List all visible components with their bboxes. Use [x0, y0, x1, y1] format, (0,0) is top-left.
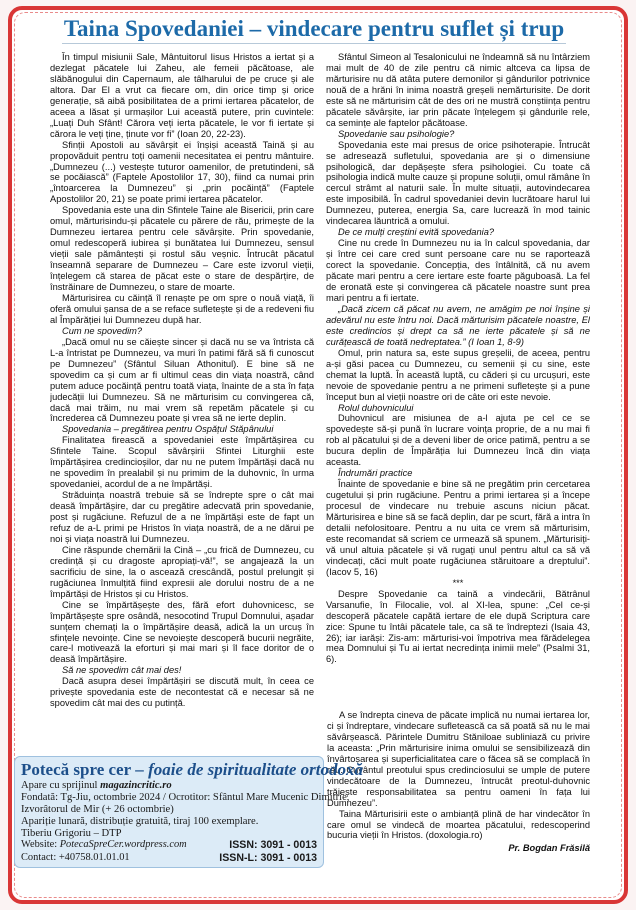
section-heading: Spovedania – pregătirea pentru Ospățul Stăpânului	[62, 424, 274, 435]
masthead-footer	[21, 839, 317, 864]
paragraph: Despre Spovedanie ca taină a vindecării, Bătrânul Varsanufie, în Filocalie, vol. al XI-lea, spune: „Cel ce-și descoperă păcatele capătă iertare de ele după Scriptura care zice: Spune tu întâi păcatele tale, ca să te îndreptezi (Isaia 43, 26); iar iarăși: Zis-am: mărturisi-voi împotriva mea fărădelegea mea Domnului și Tu ai iertat necredința inimii mele” (Psalmi 31, 6).	[326, 588, 590, 665]
paragraph: Mărturisirea cu căință îl renaște pe om spre o nouă viață, îi oferă omului șansa de a se reface sufletește și de a redeveni fiu al Împărăției lui Dumnezeu după har.	[50, 292, 314, 325]
separator: ***	[452, 577, 464, 588]
section-heading: Îndrumări practice	[338, 468, 413, 479]
section-heading: De ce mulți creștini evită spovedania?	[338, 227, 495, 238]
website-label: Website:	[21, 839, 60, 850]
support-prefix: Apare cu sprijinul	[21, 780, 101, 791]
paragraph: Omul, prin natura sa, este supus greșelii, de aceea, pentru a-și găsi pacea cu Dumnezeu, cu semenii și cu sine, este chemat la luptă. În această luptă, cu căderi și cu urcușuri, este nevoie de spovedanie pentru a ne primeni sufletește și a pune început bun al vieții noastre ori de câte ori este nevoie.	[326, 347, 590, 402]
paragraph: Cine nu crede în Dumnezeu nu ia în calcul spovedania, dar și între cei care cred sunt persoane care nu se raportează corect la spovedanie. Concepția, des întâlnită, că nu avem păcate mari pentru a cere iertare este foarte păguboasă. La fel de eronată este și convingerea că păcatele noastre sunt prea mari pentru a fi iertate.	[326, 238, 590, 303]
article-continuation	[327, 710, 590, 870]
issn: ISSN: 3091 - 0013	[229, 839, 317, 851]
paragraph: Duhovnicul are misiunea de a-l ajuta pe cel ce se spovedește să-și pună în lucrare voința proprie, de a nu mai fi rob al păcatului și de a deveni liber de orice patimă, pentru a se bucura deplin de Împărăția lui Dumnezeu încă din viața aceasta.	[326, 413, 590, 468]
masthead-title	[21, 760, 363, 780]
masthead-distribution: Apariție lunară, distribuție gratuită, tiraj 100 exemplare.	[21, 816, 259, 827]
article-title: Taina Spovedaniei – vindecare pentru suflet și trup	[62, 14, 566, 44]
paragraph: Taina Mărturisirii este o ambianță plină de har vindecător în care omul se vindecă de moartea păcatului, redescoperind bucuria vieții în Hristos. (doxologia.ro)	[327, 808, 590, 841]
paragraph: Cine se împărtășește des, fără efort duhovnicesc, se împărtășește spre osândă, nesocotind Trupul Domnului, așadar sunțem chemați la o împărtășire deasă, adică la un urcuș în sfințele nevoințe. Cine se nevoiește descoperă bucurii negrăite, care-l motivează la eforturi și mai mari și îl face doritor de o deasă împărtășire.	[50, 599, 314, 665]
issn-l: ISSN-L: 3091 - 0013	[219, 851, 317, 864]
paragraph: Spovedania este una din Sfintele Taine ale Bisericii, prin care omul, mărturisindu-și păcatele cu părere de rău, primește de la Dumnezeu iertarea pentru cele săvârșite. Prin spovedanie, omul redescoperă iubirea și bunătatea lui Dumnezeu, sensul vieții sale pământești și rostul său veșnic. Întrucât păcatul înseamnă separare de Dumnezeu – Care este izvorul vieții, înțelegem că starea de păcat este o stare de despărțire, de înstrăinare de Dumnezeu, o stare de moarte.	[50, 205, 314, 293]
paragraph: Cine răspunde chemării la Cină – „cu frică de Dumnezeu, cu credință și cu dragoste apropiați-vă!”, se angajează la un sacrificiu de sine, la o ascează crescândă, postul prelungit și rugăciunea înmulțită fiind expresii ale dorului nostru de a ne împărtăși de Hristos și cu Hristos.	[50, 544, 314, 599]
paragraph: Sfântul Simeon al Tesalonicului ne îndeamnă să nu întârziem mai mult de 40 de zile pentru că nimic altceva ca lipsa de mărturisire nu dă atâta putere demonilor și gândurilor potrivnice nouă de a hrăni în inima noastră greșeli nemărturisite. De dorit este să ne mărturisim cât de des ori ne mustră conștiința pentru păcatele săvârșite, iar prin păcate înțelegem și gândurile rele, ca semințe ale faptelor păcătoase.	[326, 52, 590, 128]
publication-name: Potecă spre cer	[21, 760, 132, 779]
paragraph: Spovedania este mai presus de orice psihoterapie. Întrucât se adresează sufletului, spovedania are și o dimensiune psihologică, dar depășește sfera psihologiei. Cu toate că psihologia indică multe cauze și propune soluții, omul rămâne în cercul strâmt al naturii sale. În multe situații, autovindecarea este imposibilă. În cadrul spovedaniei devin lucrătoare harul lui Dumnezeu, puterea, energia Sa, care lucrează în mod tainic vindecarea lăuntrică a omului.	[326, 139, 590, 227]
paragraph: În timpul misiunii Sale, Mântuitorul Iisus Hristos a iertat și a dezlegat păcatele lui Zaheu, ale femeii păcătoase, ale slăbănogului din Capernaum, ale tâlharului de pe cruce și ale altora. Dar El a vrut ca fiecare om, din orice timp și orice generație, să aibă posibilitatea de a primi iertarea păcatelor, de aceea a lăsat și urmașilor Lui această putere, prin cuvintele: „Luați Duh Sfânt! Cărora veți ierta păcatele, le vor fi iertate și cărora le veți ține, ținute vor fi” (Ioan 20, 22-23).	[50, 52, 314, 139]
contact-phone: +40758.01.01.01	[58, 851, 130, 863]
author-signature: Pr. Bogdan Frăsilă	[508, 843, 590, 854]
quote: „Dacă zicem că păcat nu avem, ne amăgim pe noi înșine și adevărul nu este întru noi. Dacă mărturisim păcatele noastre, El este credincios și drept ca să ne ierte păcatele și să ne curățească de toată nedreptatea.” (I Ioan 1, 8-9)	[326, 303, 590, 347]
masthead-support	[21, 780, 317, 792]
masthead-box	[14, 756, 363, 868]
paragraph: Sfinții Apostoli au săvârșit ei înșiși această Taină și au propovăduit pentru toți oamenii necesitatea ei pentru mântuire. „Dumnezeu (...) vestește tuturor oamenilor, de pretutindeni, să se pocăiască” (Faptele Apostolilor 17, 30), fiind ca numai prin „întoarcerea la Dumnezeu” și „prin pocăință” (Faptele Apostolilor 20, 21) se poate primi iertarea păcatelor.	[50, 139, 314, 205]
section-heading: Cum ne spovedim?	[62, 325, 143, 336]
paragraph: Înainte de spovedanie e bine să ne pregătim prin cercetarea cugetului și prin rugăciune. Pentru a primi iertarea și a începe procesul de vindecare nu trebuie ascuns niciun păcat. Mărturisirea e bine să se facă deplin, dar pe scurt, fără a intra în detalii nefolositoare. Pentru a nu uita ce vrem să mărturisim, este recomandat să scriem ce urmează să spunem. „Mărturisiți-vă unul altuia păcatele și vă rugați unul pentru altul ca să vă vindecați, căci mult poate rugăciunea stăruitoare a dreptului”. (Iacov 5, 16)	[326, 479, 590, 577]
section-heading: Spovedanie sau psihologie?	[338, 128, 455, 139]
article-body	[50, 52, 590, 710]
masthead-patron: Izvorâtorul de Mir (+ 26 octombrie)	[21, 804, 174, 815]
paragraph: Dacă asupra desei împărtășiri se discută mult, în ceea ce privește spovedania este de necontestat că e necesar să ne spovedim cât mai des cu putință.	[50, 676, 314, 709]
section-heading: Rolul duhovnicului	[338, 402, 414, 413]
contact-label: Contact:	[21, 851, 59, 863]
paragraph: „Dacă omul nu se căiește sincer și dacă nu se va întrista că L-a întristat pe Dumnezeu, va muri în patimi fără să fi cunoscut pe Dumnezeu” (Sfântul Siluan Athonitul). E bine să ne spovedim ca și cum ar fi ultimul ceas din viața noastră, când putem aduce pocăință pentru toată viața, înainte de a sta în fața judecății lui Dumnezeu. Să ne mărturisim cu convingerea că, dacă mai trăim, nu mai vrem să repetăm păcatele și cu încrederea că Dumnezeu poate și vrea să ne ierte deplin.	[50, 336, 314, 424]
masthead-dtp: Tiberiu Grigoriu – DTP	[21, 828, 122, 839]
website-link[interactable]: PotecaSpreCer.wordpress.com	[59, 839, 187, 850]
paragraph: Finalitatea firească a spovedaniei este împărtășirea cu Sfintele Taine. Scopul săvârșirii Sfintei Liturghii este împărtășirea credincioșilor, dar nu ne putem împărtăși dacă nu ne spovedim în prealabil și nu primim de la duhovnic, în urma spovedaniei, acordul de a ne împărtăși.	[50, 435, 314, 490]
support-site: magazincritic.ro	[100, 780, 172, 791]
publication-subtitle: – foaie de spiritualitate ortodoxă	[131, 760, 363, 779]
masthead-founded: Fondată: Tg-Jiu, octombrie 2024 / Ocrotitor: Sfântul Mare Mucenic Dimitrie,	[21, 792, 350, 803]
paragraph: Străduința noastră trebuie să se îndrepte spre o cât mai deasă împărtășire, dar cu pregătire adecvată prin spovedanie, post și rugăciune. Refuzul de a ne împărtăși este de fapt un refuz de a-L primi pe Hristos în viața noastră, de a ne dărui pe noi și viața noastră lui Dumnezeu.	[50, 490, 314, 544]
paragraph: A se îndrepta cineva de păcate implică nu numai iertarea lor, ci și îndreptare, vindecare sufletească ca să poată să nu le mai săvârșească. Părintele Dumitru Stăniloae subliniază cu privire la aceasta: „Prin mărturisire inima omului se sensibilizează din învârtoșarea și superficialitatea care o făcea să se complacă în rău. Cuvântul preotului spus credinciosului se umple de putere vindecătoare de la Dumnezeu, întrucât preotul-duhovnic trăiește responsabilitatea sa pentru oameni în fața lui Dumnezeu”.	[327, 710, 590, 808]
section-heading: Să ne spovedim cât mai des!	[62, 665, 182, 676]
